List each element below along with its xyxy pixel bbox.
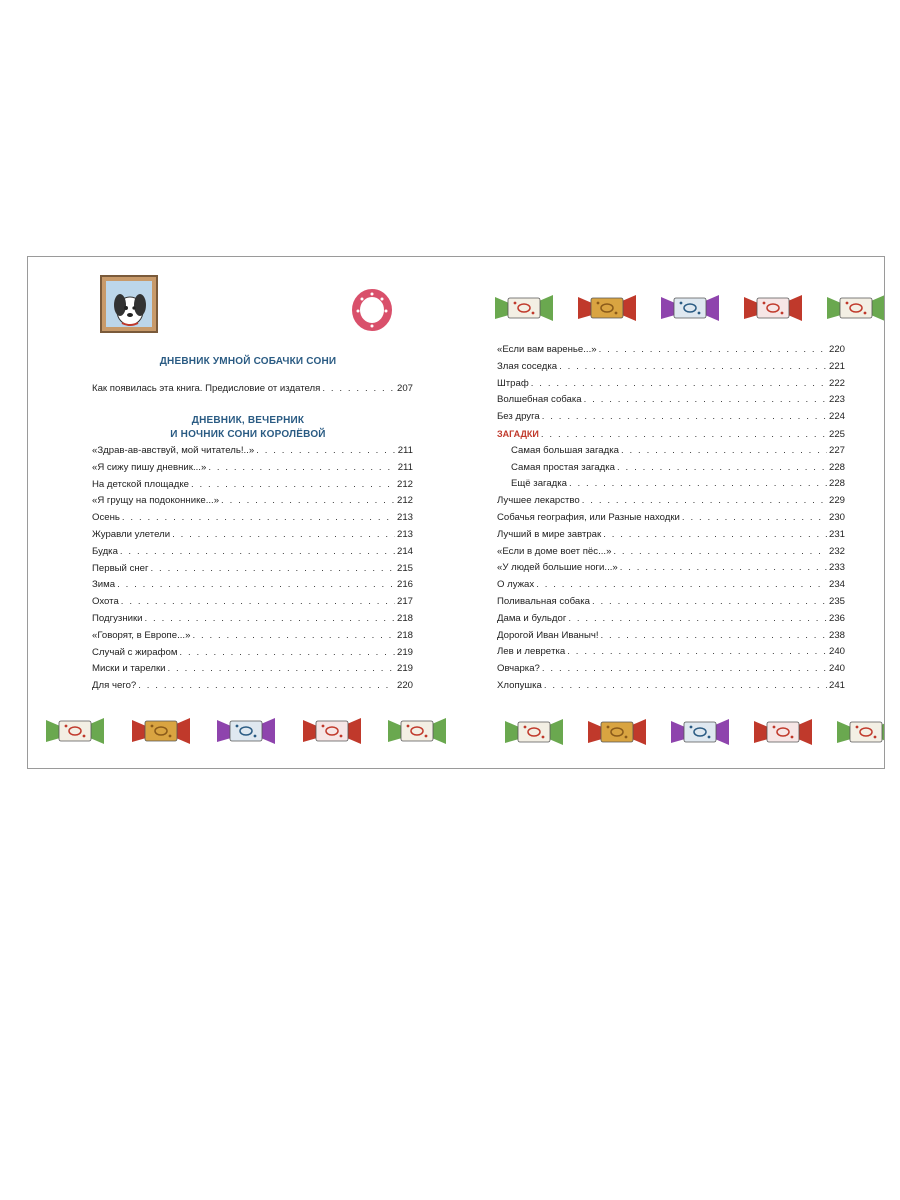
toc-entry-title: «Если в доме воет пёс...» <box>497 545 612 557</box>
toc-leader-dots <box>191 477 395 493</box>
toc-entry-page: 233 <box>828 562 845 574</box>
toc-leader-dots <box>559 359 827 375</box>
toc-leader-dots <box>613 544 827 560</box>
toc-entry <box>92 577 413 593</box>
section-heading-diary: ДНЕВНИК УМНОЙ СОБАЧКИ СОНИ <box>159 356 337 367</box>
toc-entry-page: 220 <box>396 680 413 692</box>
toc-entry-title: На детской площадке <box>92 478 189 490</box>
candy-icon <box>588 713 646 749</box>
toc-entry <box>497 594 845 610</box>
toc-leader-dots <box>117 577 395 593</box>
toc-entry <box>92 561 413 577</box>
toc-entry-page: 219 <box>396 663 413 675</box>
toc-entry <box>92 493 413 509</box>
toc-entry <box>497 392 845 408</box>
candy-icon <box>827 289 885 325</box>
toc-entry-page: 213 <box>396 512 413 524</box>
toc-entry-title: Осень <box>92 512 120 524</box>
candy-icon <box>495 289 553 325</box>
section-heading-evening-diary <box>118 414 378 442</box>
toc-entry-page: 222 <box>828 377 845 389</box>
toc-leader-dots <box>592 594 827 610</box>
toc-entry-title: Овчарка? <box>497 663 540 675</box>
toc-entry-page: 218 <box>396 613 413 624</box>
toc-leader-dots <box>542 409 827 425</box>
toc-entry-title: О лужах <box>497 579 535 591</box>
toc-entry-title: Для чего? <box>92 680 137 692</box>
toc-entry <box>92 678 413 694</box>
toc-entry-page: 225 <box>828 429 845 440</box>
toc-entry-title: Ещё загадка <box>511 478 567 490</box>
toc-entry-title: Лучшее лекарство <box>497 495 580 507</box>
toc-entry-page: 221 <box>828 360 845 372</box>
toc-entry <box>92 594 413 610</box>
heading-line-2: И НОЧНИК СОНИ КОРОЛЁВОЙ <box>170 429 326 440</box>
toc-entry-title: «Говорят, в Европе...» <box>92 629 191 641</box>
toc-leader-dots <box>122 510 395 526</box>
candy-border-left <box>46 712 446 748</box>
toc-leader-dots <box>256 443 396 459</box>
toc-leader-dots <box>582 493 827 509</box>
toc-entry <box>497 527 845 543</box>
toc-entry <box>497 510 845 526</box>
toc-leader-dots <box>536 577 827 593</box>
toc-entry-page: 240 <box>828 663 845 675</box>
toc-leader-dots <box>541 427 827 443</box>
toc-leader-dots <box>221 493 395 509</box>
toc-entry-page: 214 <box>396 545 413 557</box>
toc-leader-dots <box>567 644 827 660</box>
toc-entry-title: ЗАГАДКИ <box>497 429 539 439</box>
toc-leader-dots <box>569 476 827 492</box>
toc-leader-dots <box>531 376 827 392</box>
toc-leader-dots <box>120 544 395 560</box>
toc-entry-title: Охота <box>92 596 119 608</box>
candy-border-top-right <box>495 289 885 325</box>
toc-leader-dots <box>542 661 827 677</box>
toc-entry-page: 227 <box>828 444 845 456</box>
candy-icon <box>671 713 729 749</box>
toc-entry <box>497 628 845 644</box>
toc-entry-title: Дорогой Иван Иваныч! <box>497 629 599 641</box>
toc-entry <box>92 611 413 627</box>
toc-entry-page: 207 <box>396 383 413 394</box>
right-page <box>457 257 885 768</box>
toc-leader-dots <box>145 611 395 627</box>
candy-border-bottom-right <box>505 713 885 749</box>
candy-icon <box>837 713 885 749</box>
toc-entry-page: 224 <box>828 411 845 423</box>
toc-entry-title: «Я грущу на подоконнике...» <box>92 495 220 507</box>
toc-leader-dots <box>584 392 827 408</box>
toc-entry-page: 240 <box>828 646 845 658</box>
candy-icon <box>754 713 812 749</box>
toc-entry-title: Без друга <box>497 411 540 423</box>
toc-entry-title: Первый снег <box>92 562 149 574</box>
dog-portrait-icon <box>100 275 158 333</box>
toc-entry-title: Миски и тарелки <box>92 663 166 675</box>
candy-icon <box>744 289 802 325</box>
toc-entry <box>497 376 845 392</box>
toc-entry-page: 238 <box>828 629 845 641</box>
toc-entry-title: Поливальная собака <box>497 596 590 607</box>
toc-leader-dots <box>617 460 827 476</box>
candy-icon <box>661 289 719 325</box>
toc-entry <box>497 560 845 576</box>
toc-entry-page: 211 <box>397 445 413 456</box>
toc-entry <box>497 644 845 660</box>
toc-entry-page: 235 <box>828 596 845 607</box>
toc-entry-title: «Я сижу пишу дневник...» <box>92 461 207 473</box>
toc-entry <box>497 678 845 694</box>
toc-entry <box>92 443 413 459</box>
toc-entry-page: 211 <box>397 461 413 473</box>
toc-entry-page: 217 <box>396 596 413 608</box>
toc-entry-title: Самая простая загадка <box>511 461 616 473</box>
toc-leader-dots <box>322 381 395 397</box>
toc-entry-title: Журавли улетели <box>92 529 171 540</box>
toc-entry <box>511 476 845 492</box>
toc-entry-page: 215 <box>396 562 413 574</box>
toc-entry-title: Самая большая загадка <box>511 444 619 456</box>
toc-leader-dots <box>621 443 827 459</box>
toc-entry-page: 212 <box>396 495 413 507</box>
toc-entry-page: 241 <box>828 680 845 691</box>
left-page <box>28 257 457 768</box>
toc-entry <box>497 342 845 358</box>
toc-entry <box>92 460 413 476</box>
toc-entry-page: 228 <box>828 461 845 473</box>
toc-entry-page: 230 <box>828 512 845 523</box>
toc-entry-title: Будка <box>92 545 118 557</box>
candy-icon <box>303 712 361 748</box>
toc-entry-title: Штраф <box>497 377 529 389</box>
toc-leader-dots <box>151 561 395 577</box>
toc-intro-entry <box>92 381 413 397</box>
toc-entry-page: 216 <box>396 579 413 591</box>
toc-leader-dots <box>121 594 395 610</box>
toc-entry <box>92 477 413 493</box>
toc-leader-dots <box>544 678 827 694</box>
toc-leader-dots <box>208 460 395 476</box>
toc-leader-dots <box>172 527 395 543</box>
toc-leader-dots <box>568 611 827 627</box>
toc-entry-page: 231 <box>828 528 845 540</box>
toc-entry <box>92 628 413 644</box>
toc-entry-title: Волшебная собака <box>497 394 582 406</box>
toc-entry-title: Дама и бульдог <box>497 612 567 624</box>
candy-icon <box>388 712 446 748</box>
toc-entry-title: Злая соседка <box>497 360 558 372</box>
toc-entry-title: Как появилась эта книга. Предисловие от издателя <box>92 383 321 394</box>
toc-entry-title: Случай с жирафом <box>92 646 178 658</box>
toc-leader-dots <box>168 661 395 677</box>
toc-entry <box>497 359 845 375</box>
toc-entry-page: 219 <box>396 646 413 658</box>
book-spread <box>27 256 885 769</box>
toc-entry <box>497 409 845 425</box>
toc-leader-dots <box>192 628 395 644</box>
toc-entry-page: 229 <box>828 495 845 507</box>
toc-leader-dots <box>620 560 827 576</box>
toc-entry-page: 220 <box>828 344 845 355</box>
toc-entry <box>92 661 413 677</box>
candy-icon <box>132 712 190 748</box>
toc-entry <box>497 577 845 593</box>
toc-leader-dots <box>682 510 827 526</box>
toc-entry <box>497 661 845 677</box>
toc-entry-page: 213 <box>396 529 413 540</box>
candy-icon <box>505 713 563 749</box>
toc-entry-title: Подгузники <box>92 613 143 624</box>
toc-entry <box>511 443 845 459</box>
candy-icon <box>578 289 636 325</box>
toc-entry-page: 234 <box>828 579 845 591</box>
collar-icon <box>350 285 394 331</box>
toc-entry <box>497 611 845 627</box>
toc-entry-page: 212 <box>396 478 413 490</box>
toc-leader-dots <box>599 342 827 358</box>
toc-entry-page: 232 <box>828 545 845 557</box>
toc-entry <box>497 544 845 560</box>
toc-entry-page: 223 <box>828 394 845 406</box>
toc-entry-title: Хлопушка <box>497 680 542 691</box>
toc-entry <box>92 527 413 543</box>
toc-leader-dots <box>601 628 827 644</box>
toc-entry <box>92 645 413 661</box>
toc-leader-dots <box>603 527 827 543</box>
toc-entry-page: 236 <box>828 612 845 624</box>
toc-entry <box>92 510 413 526</box>
toc-entry <box>497 426 845 442</box>
toc-entry <box>511 460 845 476</box>
toc-entry-page: 228 <box>828 478 845 490</box>
toc-entry <box>497 493 845 509</box>
toc-entry-title: «Здрав-ав-авствуй, мой читатель!..» <box>92 445 255 456</box>
toc-leader-dots <box>179 645 395 661</box>
candy-icon <box>217 712 275 748</box>
toc-entry <box>92 544 413 560</box>
toc-entry-title: «У людей большие ноги...» <box>497 562 618 574</box>
candy-icon <box>46 712 104 748</box>
toc-entry-page: 218 <box>396 629 413 641</box>
toc-entry-title: Лучший в мире завтрак <box>497 528 602 540</box>
toc-entry-title: Зима <box>92 579 116 591</box>
toc-entry-title: Собачья география, или Разные находки <box>497 512 680 523</box>
toc-entry-title: Лев и леврeтка <box>497 646 566 658</box>
heading-line-1: ДНЕВНИК, ВЕЧЕРНИК <box>191 415 305 426</box>
toc-leader-dots <box>138 678 395 694</box>
toc-entry-title: «Если вам варенье...» <box>497 344 597 355</box>
